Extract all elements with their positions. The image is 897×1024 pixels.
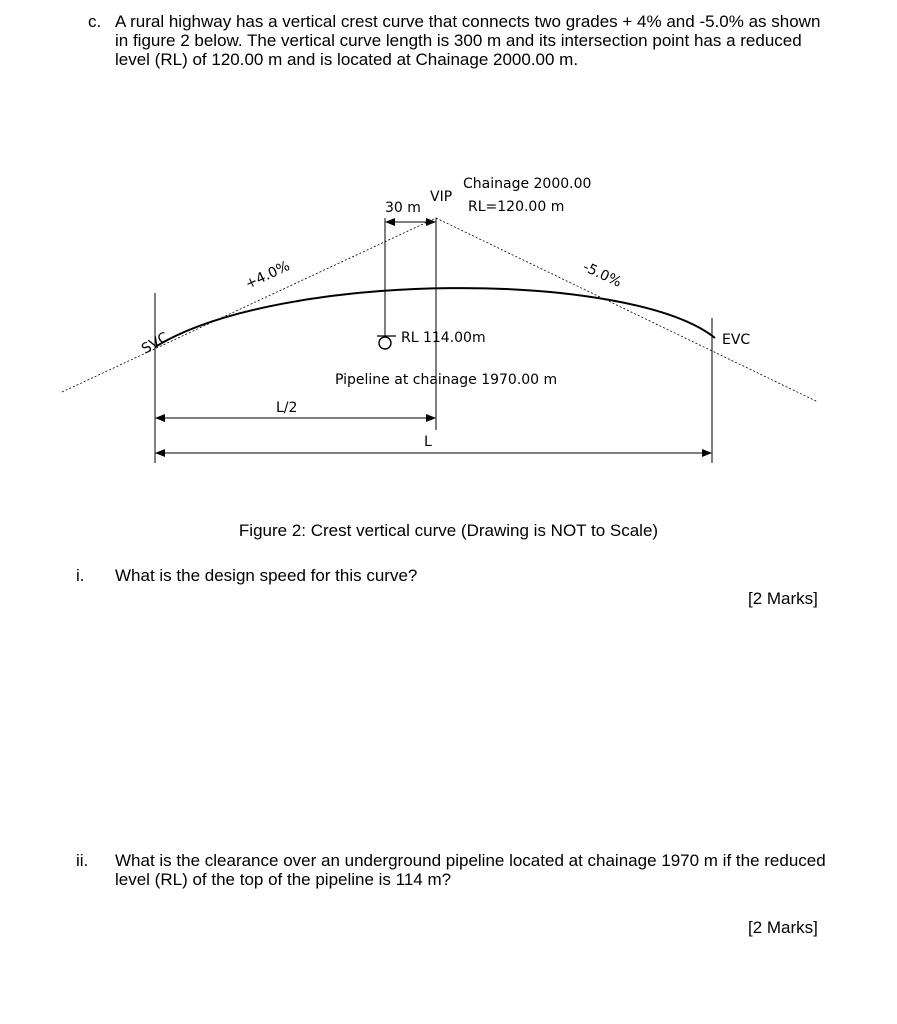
subquestion-text: What is the clearance over an underground pipeline located at chainage 1970 m if the reduced level (RL) of the top of the pipeline is 114 m? — [115, 851, 826, 889]
svc-label: SVC — [139, 329, 172, 358]
pipe-rl-label: RL 114.00m — [401, 330, 486, 346]
marks-label: [2 Marks] — [748, 918, 818, 937]
offset-label: 30 m — [385, 200, 421, 216]
length-label: L — [424, 434, 432, 450]
grade-line-left — [62, 218, 436, 392]
subquestion-text: What is the design speed for this curve? — [115, 566, 418, 585]
question-text: A rural highway has a vertical crest curve that connects two grades + 4% and -5.0% as shown in figure 2 below. The vertical curve length is 300 m and its intersection point has a reduced level (RL) of 120.00 m and is located at Chainage 2000.00 m. — [115, 12, 821, 69]
evc-label: EVC — [722, 332, 751, 348]
question-label: c. — [88, 12, 102, 31]
grade-left-label: +4.0% — [242, 258, 293, 293]
marks-label: [2 Marks] — [748, 589, 818, 608]
half-length-label: L/2 — [276, 400, 298, 416]
subquestion-number: ii. — [76, 851, 89, 870]
grade-right-label: -5.0% — [580, 259, 624, 291]
vip-label: VIP — [430, 189, 453, 205]
pipeline-icon — [379, 337, 391, 349]
subquestion-number: i. — [76, 566, 85, 585]
chainage-label: Chainage 2000.00 — [463, 176, 592, 192]
crest-curve-diagram — [0, 160, 897, 500]
rl-label: RL=120.00 m — [468, 199, 565, 215]
pipeline-label: Pipeline at chainage 1970.00 m — [335, 372, 558, 388]
figure-caption: Figure 2: Crest vertical curve (Drawing is NOT to Scale) — [238, 521, 659, 540]
